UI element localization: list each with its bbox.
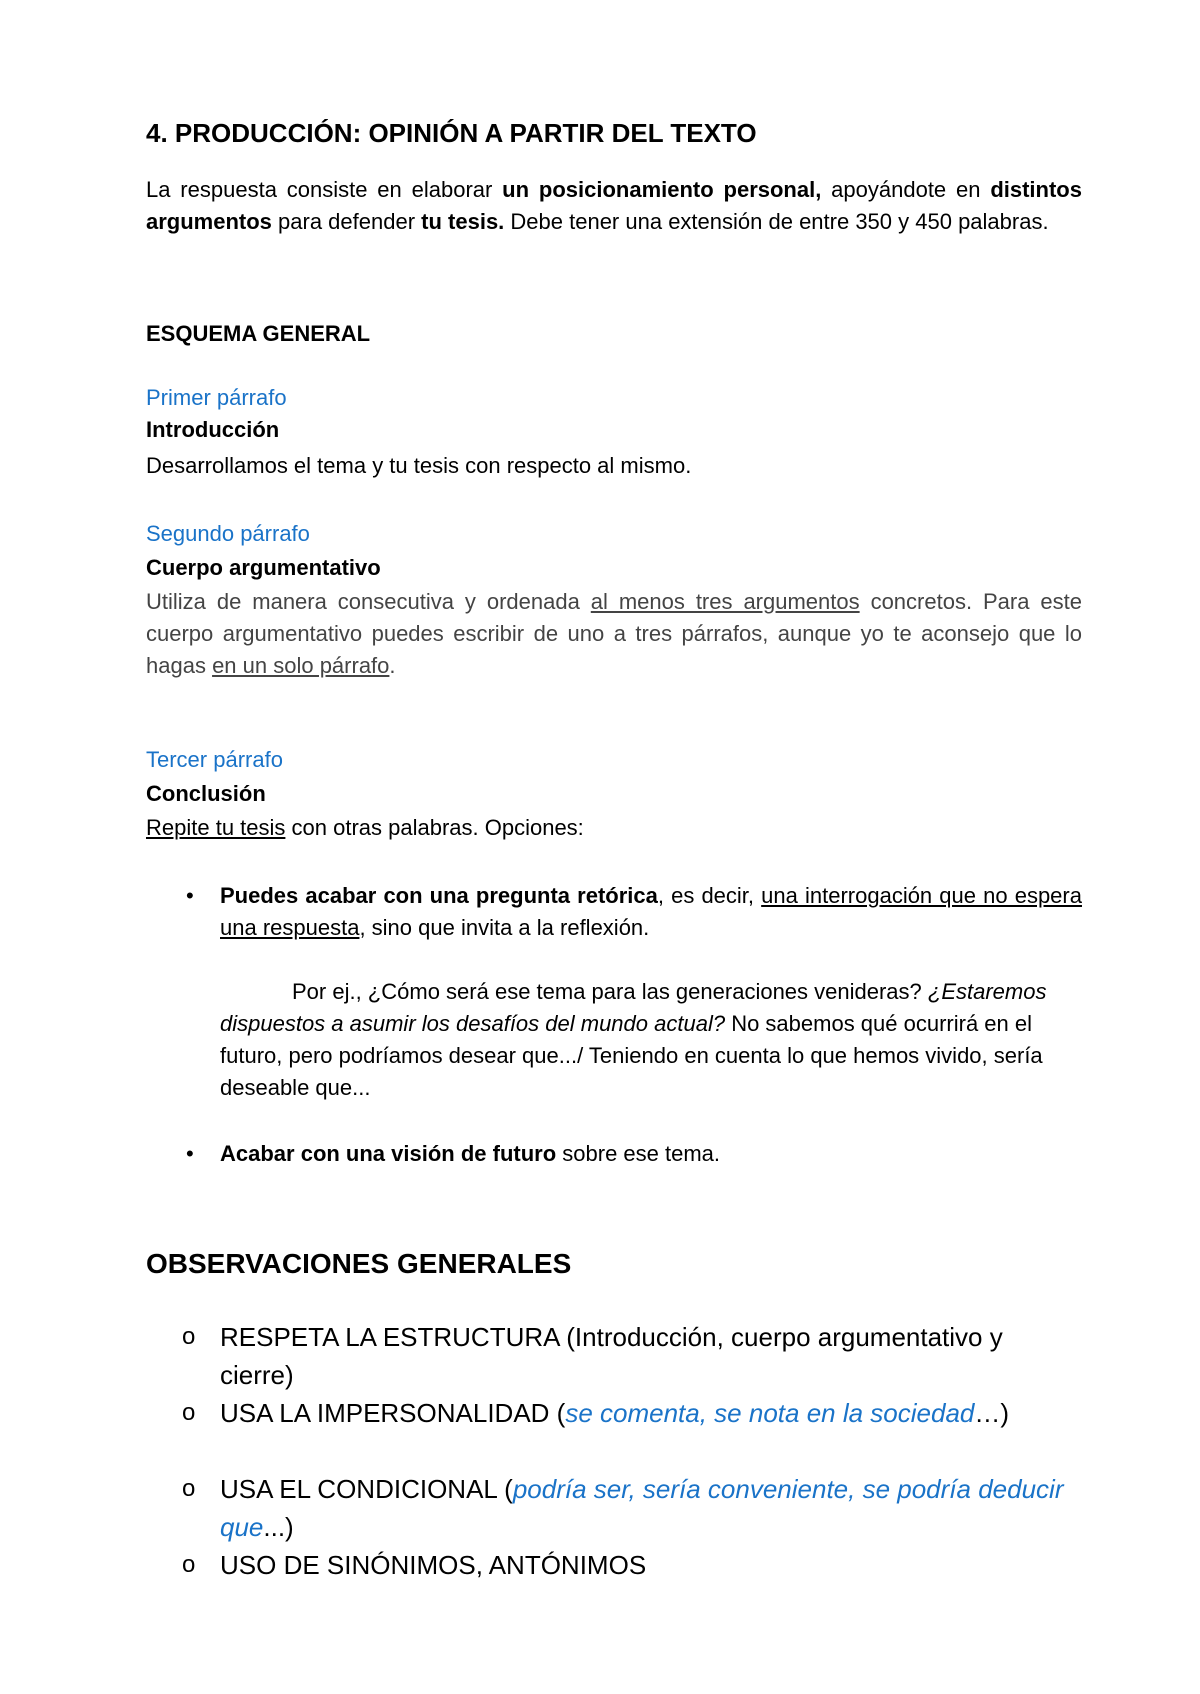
circle-bullet-icon: o <box>182 1551 196 1578</box>
example-text-2: No sabemos qué ocurrirá en el futuro, pero podríamos desear que.../ Teniendo en cuenta lo que hemos vivido, sería deseable que... <box>220 1011 1043 1100</box>
observation-sinonimos: USO DE SINÓNIMOS, ANTÓNIMOS <box>220 1550 647 1580</box>
obs-2-italic: se comenta, se nota en la sociedad <box>565 1398 975 1428</box>
example-italic: ¿Estaremos dispuestos a asumir los desafíos del mundo actual? <box>220 979 1047 1036</box>
section-label-first: Primer párrafo <box>146 385 287 410</box>
intro-paragraph <box>146 174 1082 238</box>
cuerpo-text-2: concretos. Para este cuerpo argumentativo puedes escribir de uno a tres párrafos, aunque yo te aconsejo que lo hagas <box>146 589 1083 678</box>
option-1-text-2: , sino que invita a la reflexión. <box>359 915 650 940</box>
observation-estructura: RESPETA LA ESTRUCTURA (Introducción, cuerpo argumentativo y cierre) <box>220 1322 1003 1390</box>
option-1-text-1: , es decir, <box>657 883 762 908</box>
obs-2-pre: USA LA IMPERSONALIDAD ( <box>220 1398 566 1428</box>
observation-condicional <box>220 1470 1082 1546</box>
conclusion-underline: Repite tu tesis <box>146 815 286 840</box>
option-1-underline: una interrogación que no espera una respuesta <box>220 883 1082 940</box>
option-2-text: sobre ese tema. <box>556 1141 721 1166</box>
section-title-introduccion: Introducción <box>146 417 280 442</box>
intro-bold-3: tu tesis. <box>421 209 505 234</box>
section-body-conclusion <box>146 812 1082 844</box>
section-body-introduccion: Desarrollamos el tema y tu tesis con respecto al mismo. <box>146 453 692 478</box>
option-1-bold: Puedes acabar con una pregunta retórica <box>220 883 658 908</box>
cuerpo-text-3: . <box>389 653 396 678</box>
obs-2-post: …) <box>974 1398 1010 1428</box>
intro-text-4: Debe tener una extensión de entre 350 y 450 palabras. <box>504 209 1049 234</box>
intro-text-1: La respuesta consiste en elaborar <box>146 177 503 202</box>
option-2-bold: Acabar con una visión de futuro <box>220 1141 557 1166</box>
section-label-second: Segundo párrafo <box>146 521 310 546</box>
bullet-icon: • <box>186 883 194 908</box>
cuerpo-underline-1: al menos tres argumentos <box>590 589 860 614</box>
section-body-cuerpo <box>146 586 1082 682</box>
circle-bullet-icon: o <box>182 1323 196 1350</box>
section-label-third: Tercer párrafo <box>146 747 283 772</box>
circle-bullet-icon: o <box>182 1475 196 1502</box>
cuerpo-text-1: Utiliza de manera consecutiva y ordenada <box>146 589 591 614</box>
obs-3-pre: USA EL CONDICIONAL ( <box>220 1474 513 1504</box>
bullet-icon: • <box>186 1141 194 1166</box>
section-title-conclusion: Conclusión <box>146 781 266 806</box>
conclusion-text: con otras palabras. Opciones: <box>285 815 584 840</box>
obs-3-italic: podría ser, sería conveniente, se podría deducir que <box>220 1474 1064 1542</box>
intro-text-2: apoyándote en <box>821 177 991 202</box>
intro-bold-2: distintos argumentos <box>146 177 1082 234</box>
example-text-1: Por ej., ¿Cómo será ese tema para las generaciones venideras? <box>292 979 928 1004</box>
circle-bullet-icon: o <box>182 1399 196 1426</box>
section-title-cuerpo: Cuerpo argumentativo <box>146 555 381 580</box>
option-vision-futuro <box>220 1138 1082 1170</box>
option-rhetorical-question <box>220 880 1082 944</box>
obs-3-post: ...) <box>263 1512 294 1542</box>
observation-impersonalidad <box>220 1394 1082 1432</box>
observaciones-heading: OBSERVACIONES GENERALES <box>146 1248 572 1279</box>
intro-bold-1: un posicionamiento personal, <box>502 177 822 202</box>
intro-text-3: para defender <box>271 209 422 234</box>
cuerpo-underline-2: en un solo párrafo <box>212 653 390 678</box>
page-title: 4. PRODUCCIÓN: OPINIÓN A PARTIR DEL TEXTO <box>146 118 757 148</box>
esquema-heading: ESQUEMA GENERAL <box>146 321 371 346</box>
example-paragraph <box>220 976 1082 1104</box>
